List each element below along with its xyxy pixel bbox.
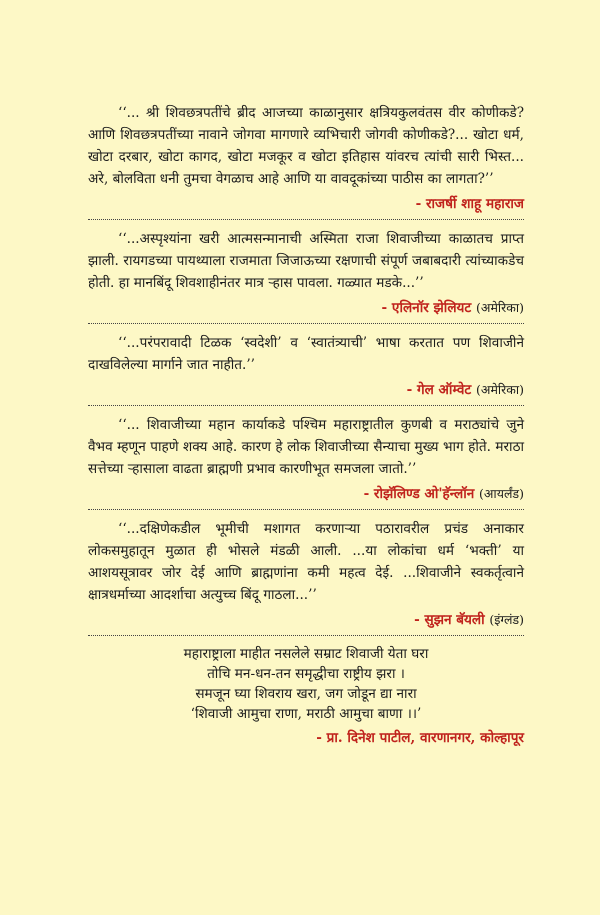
poem-line: ‘शिवाजी आमुचा राणा, मराठी आमुचा बाणा ।।’ bbox=[190, 706, 422, 722]
dotted-divider bbox=[88, 405, 524, 406]
poem-line: समजून घ्या शिवराय खरा, जग जोडून द्या नारा bbox=[195, 686, 417, 702]
quote-attribution bbox=[88, 610, 524, 630]
quote-block bbox=[88, 518, 524, 630]
quote-country: (आयर्लंड) bbox=[479, 486, 524, 501]
quote-author: - एलिनॉर झेलियट bbox=[381, 300, 472, 316]
poem-block bbox=[88, 644, 524, 724]
dotted-divider bbox=[88, 219, 524, 220]
quote-author: - रोझॅलिण्ड ओ'हॅन्लॉन bbox=[363, 486, 475, 502]
poem-line: तोचि मन-धन-तन समृद्धीचा राष्ट्रीय झरा । bbox=[207, 666, 405, 682]
quote-block bbox=[88, 414, 524, 504]
quote-text: ‘‘...परंपरावादी टिळक ‘स्वदेशी’ व ‘स्वातंत्र्याची’ भाषा करतात पण शिवाजीने दाखविलेल्या मार्गाने जात नाहीत.’’ bbox=[88, 335, 524, 373]
quote-author: - सुझन बॅयली bbox=[414, 612, 485, 628]
poem-author: - प्रा. दिनेश पाटील, bbox=[316, 730, 416, 746]
poem-place: वारणानगर, कोल्हापूर bbox=[419, 730, 524, 746]
quote-text: ‘‘...अस्पृश्यांना खरी आत्मसन्मानाची अस्मिता राजा शिवाजीच्या काळातच प्राप्त झाली. रायगडच्या पायथ्याला राजमाता जिजाऊच्या रक्षणाची संपूर्ण जबाबदारी त्यांच्याकडेच होती. हा मानबिंदू शिवशाहीनंतर मात्र ऱ्हास पावला. गळ्यात मडके...’’ bbox=[88, 231, 524, 291]
quote-attribution bbox=[88, 298, 524, 318]
quote-text: ‘‘... श्री शिवछत्रपतींचे ब्रीद आजच्या काळानुसार क्षत्रियकुलवंतस वीर कोणीकडे? आणि शिवछत्रपतींच्या नावाने जोगवा मागणारे व्यभिचारी जोगवी कोणीकडे?... खोटा धर्म, खोटा दरबार, खोटा कागद, खोटा मजकूर व खोटा इतिहास यांवरच त्यांची सारी भिस्त... अरे, बोलविता धनी तुमचा वेगळाच आहे आणि या वावदूकांच्या पाठीस का लागता?’’ bbox=[88, 105, 524, 187]
poem-attribution bbox=[88, 728, 524, 748]
quote-author: - गेल ऑम्वेट bbox=[406, 382, 472, 398]
quote-country: (इंग्लंड) bbox=[489, 612, 524, 627]
quote-author: - राजर्षी शाहू महाराज bbox=[415, 196, 524, 212]
quotes-page bbox=[88, 102, 524, 748]
dotted-divider bbox=[88, 635, 524, 636]
dotted-divider bbox=[88, 509, 524, 510]
dotted-divider bbox=[88, 323, 524, 324]
quote-country: (अमेरिका) bbox=[476, 300, 524, 315]
quote-text: ‘‘...दक्षिणेकडील भूमीची मशागत करणाऱ्या पठारावरील प्रचंड अनाकार लोकसमुहातून मुळात ही भोसले मंडळी आली. ...या लोकांचा धर्म ‘भक्ती’ या आशयसूत्रावर जोर देई आणि ब्राह्मणांना कमी महत्व देई. ...शिवाजीने स्वकर्तृत्वाने क्षात्रधर्माच्या आदर्शाचा अत्युच्च बिंदू गाठला...’’ bbox=[88, 521, 524, 603]
quote-attribution bbox=[88, 484, 524, 504]
quote-block bbox=[88, 332, 524, 400]
quote-country: (अमेरिका) bbox=[476, 382, 524, 397]
quote-block bbox=[88, 102, 524, 214]
quote-attribution bbox=[88, 380, 524, 400]
quote-attribution bbox=[88, 194, 524, 214]
poem-line: महाराष्ट्राला माहीत नसलेले सम्राट शिवाजी येता घरा bbox=[183, 646, 429, 662]
quote-text: ‘‘... शिवाजीच्या महान कार्याकडे पश्चिम महाराष्ट्रातील कुणबी व मराठ्यांचे जुने वैभव म्हणून पाहणे शक्य आहे. कारण हे लोक शिवाजीच्या सैन्याचा मुख्य भाग होते. मराठा सत्तेच्या ऱ्हासाला वाढता ब्राह्मणी प्रभाव कारणीभूत समजला जातो.’’ bbox=[88, 417, 524, 477]
quote-block bbox=[88, 228, 524, 318]
